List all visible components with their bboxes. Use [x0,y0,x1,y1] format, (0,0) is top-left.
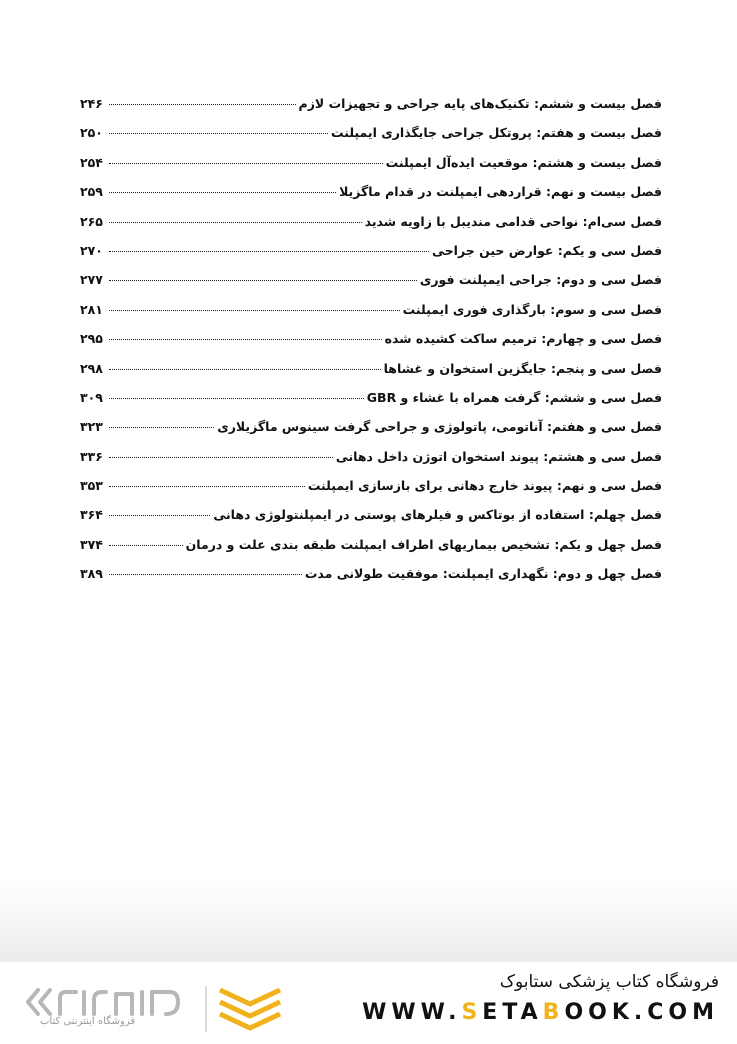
toc-entry[interactable] [80,214,662,243]
toc-entry-title: فصل سی‌ام: نواحی قدامی مندیبل با زاویه شدید [364,213,662,229]
toc-entry-page: ۲۵۴ [80,154,103,170]
toc-leader-dots [109,515,210,516]
toc-entry-page: ۲۹۵ [80,331,103,347]
logo-tagline: فروشگاه اینترنتی کتاب [40,1016,136,1027]
toc-entry[interactable] [80,566,662,595]
store-footer [0,962,737,1044]
toc-leader-dots [109,104,296,105]
store-name: فروشگاه کتاب پزشکی ستابوک [499,972,719,992]
toc-entry-title: فصل چهل و دوم: نگهداری ایمپلنت: موفقیت طولانی مدت [304,566,662,582]
toc-entry-page: ۲۶۵ [80,213,103,229]
toc-leader-dots [109,369,381,370]
url-accent: S [461,1000,483,1025]
toc-entry[interactable] [80,302,662,331]
toc-entry[interactable] [80,96,662,125]
toc-entry-title: فصل سی و نهم: پیوند خارج دهانی برای بازسازی ایمپلنت [307,478,662,494]
toc-entry-title: فصل سی و دوم: جراحی ایمپلنت فوری [419,272,662,288]
toc-entry-page: ۲۴۶ [80,96,103,111]
chevron-stack-icon [220,990,280,1028]
toc-leader-dots [109,427,214,428]
toc-leader-dots [109,222,362,223]
toc-leader-dots [109,163,383,164]
toc-entry-title: فصل چهل و یکم: تشخیص بیماریهای اطراف ایمپلنت طبقه بندی علت و درمان [185,536,662,552]
url-accent: B [542,1000,565,1025]
toc-entry-page: ۳۳۶ [80,448,103,464]
toc-leader-dots [109,574,302,575]
toc-entry-title: فصل سی و ششم: گرفت همراه با غشاء و GBR [366,389,662,405]
toc-entry-title: فصل سی و سوم: بارگذاری فوری ایمپلنت [402,301,662,317]
toc-entry[interactable] [80,331,662,360]
toc-entry-title: فصل سی و هفتم: آناتومی، پاتولوژی و جراحی گرفت سینوس ماگزیلاری [217,419,662,435]
toc-leader-dots [109,339,382,340]
logo-wordmark [28,990,178,1014]
toc-leader-dots [109,457,333,458]
toc-leader-dots [109,310,400,311]
toc-entry-title: فصل سی و هشتم: پیوند استخوان اتوژن داخل دهانی [335,448,662,464]
setabook-logo [20,980,290,1036]
toc-entry[interactable] [80,184,662,213]
toc-entry[interactable] [80,125,662,154]
url-part: OOK.COM [564,1000,719,1025]
toc-entry-page: ۲۹۸ [80,360,103,376]
toc-entry-title: فصل چهلم: استفاده از بوتاکس و فیلرهای پوستی در ایمپلنتولوژی دهانی [213,507,662,523]
toc-leader-dots [109,545,183,546]
toc-entry-page: ۳۰۹ [80,389,103,405]
toc-entry[interactable] [80,390,662,419]
toc-entry-title: فصل سی و پنجم: جایگزین استخوان و غشاها [383,360,662,376]
toc-entry-page: ۲۷۰ [80,242,103,258]
toc-entry[interactable] [80,507,662,536]
toc-leader-dots [109,251,429,252]
toc-entry[interactable] [80,537,662,566]
toc-entry[interactable] [80,361,662,390]
toc-entry-page: ۳۸۹ [80,566,103,582]
toc-entry-page: ۳۷۴ [80,536,103,552]
toc-entry-title: فصل بیست و هشتم: موقعیت ایده‌آل ایمپلنت [385,154,662,170]
toc-entry-title: فصل سی و یکم: عوارض حین جراحی [432,242,662,258]
toc-entry-page: ۳۲۳ [80,419,103,435]
store-info [362,972,719,1025]
toc-entry[interactable] [80,155,662,184]
toc-entry-title: فصل سی و چهارم: ترمیم ساکت کشیده شده [384,331,662,347]
toc-entry-page: ۲۵۰ [80,125,103,141]
toc-entry-page: ۲۸۱ [80,301,103,317]
table-of-contents [80,96,662,596]
toc-entry[interactable] [80,478,662,507]
toc-leader-dots [109,280,417,281]
toc-entry-page: ۲۵۹ [80,184,103,200]
toc-entry-page: ۳۶۴ [80,507,103,523]
toc-entry-title: فصل بیست و ششم: تکنیک‌های پایه جراحی و تجهیزات لازم [298,96,662,111]
toc-entry-page: ۳۵۳ [80,478,103,494]
toc-entry-title: فصل بیست و هفتم: پروتکل جراحی جایگذاری ایمپلنت [330,125,662,141]
toc-entry[interactable] [80,419,662,448]
url-part: WWW. [362,1000,462,1025]
toc-entry[interactable] [80,243,662,272]
toc-entry[interactable] [80,272,662,301]
store-url[interactable] [362,1000,719,1025]
url-part: ETA [482,1000,543,1025]
toc-entry-title: فصل بیست و نهم: قراردهی ایمپلنت در قدام ماگزیلا [339,184,662,200]
toc-entry-page: ۲۷۷ [80,272,103,288]
toc-leader-dots [109,398,364,399]
toc-leader-dots [109,192,336,193]
toc-leader-dots [109,133,328,134]
toc-leader-dots [109,486,305,487]
toc-entry[interactable] [80,449,662,478]
